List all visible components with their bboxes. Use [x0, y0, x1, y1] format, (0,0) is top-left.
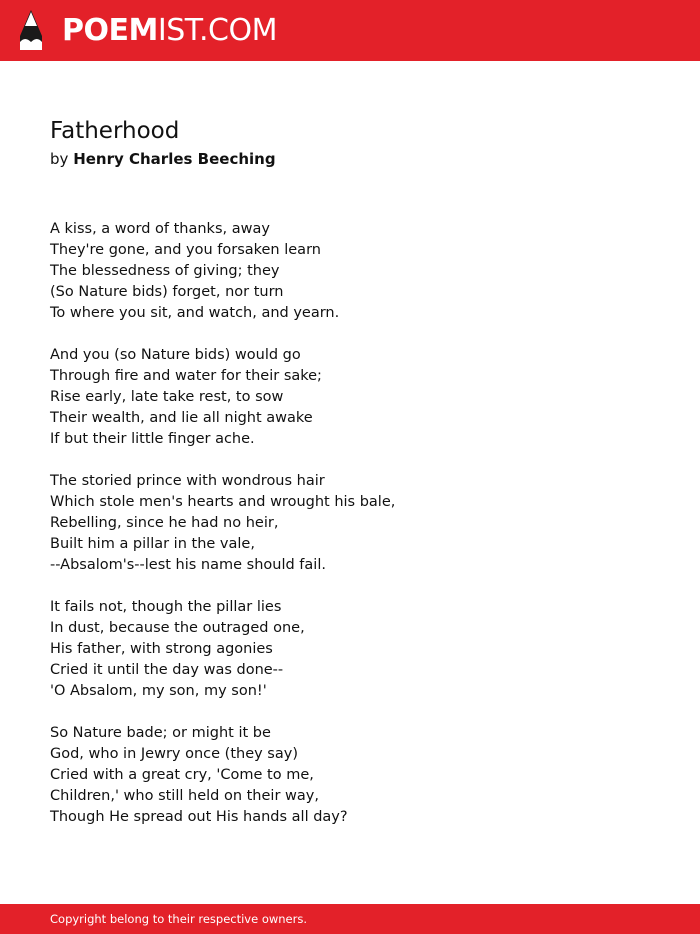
poem-stanza	[50, 597, 395, 702]
poem-line: Through fire and water for their sake;	[50, 368, 322, 384]
poem-line: They're gone, and you forsaken learn	[50, 242, 321, 258]
poem-line: --Absalom's--lest his name should fail.	[50, 557, 326, 573]
poem-line: Cried with a great cry, 'Come to me,	[50, 767, 314, 783]
poem-line: His father, with strong agonies	[50, 641, 273, 657]
site-logo-link[interactable]	[62, 12, 277, 50]
site-footer	[0, 904, 700, 934]
pencil-tip-icon[interactable]	[18, 9, 44, 51]
by-label: by	[50, 150, 69, 168]
poem-line: Their wealth, and lie all night awake	[50, 410, 313, 426]
poem-stanza	[50, 345, 395, 450]
poem-line: The blessedness of giving; they	[50, 263, 280, 279]
poem-line: A kiss, a word of thanks, away	[50, 221, 270, 237]
logo-text-light: IST.COM	[157, 13, 277, 48]
poem-line: To where you sit, and watch, and yearn.	[50, 305, 340, 321]
poem-line: (So Nature bids) forget, nor turn	[50, 284, 284, 300]
poem-line: Rise early, late take rest, to sow	[50, 389, 284, 405]
poem-body	[50, 219, 395, 849]
poem-line: 'O Absalom, my son, my son!'	[50, 683, 267, 699]
poem-title: Fatherhood	[50, 118, 180, 144]
poem-line: If but their little finger ache.	[50, 431, 255, 447]
poem-line: God, who in Jewry once (they say)	[50, 746, 298, 762]
site-header	[0, 0, 700, 61]
poem-line: Though He spread out His hands all day?	[50, 809, 348, 825]
poem-byline	[50, 148, 276, 170]
poem-line: The storied prince with wondrous hair	[50, 473, 325, 489]
poem-stanza	[50, 219, 395, 324]
poem-line: So Nature bade; or might it be	[50, 725, 271, 741]
poem-line: In dust, because the outraged one,	[50, 620, 305, 636]
poem-stanza	[50, 723, 395, 828]
poem-line: It fails not, though the pillar lies	[50, 599, 282, 615]
poem-line: Built him a pillar in the vale,	[50, 536, 255, 552]
poem-line: And you (so Nature bids) would go	[50, 347, 301, 363]
poem-author: Henry Charles Beeching	[73, 150, 276, 168]
logo-text-bold: POEM	[62, 13, 158, 48]
copyright-text: Copyright belong to their respective owners.	[50, 912, 308, 926]
poem-line: Which stole men's hearts and wrought his bale,	[50, 494, 396, 510]
poem-line: Cried it until the day was done--	[50, 662, 284, 678]
poem-line: Rebelling, since he had no heir,	[50, 515, 279, 531]
poem-stanza	[50, 471, 395, 576]
poem-line: Children,' who still held on their way,	[50, 788, 319, 804]
